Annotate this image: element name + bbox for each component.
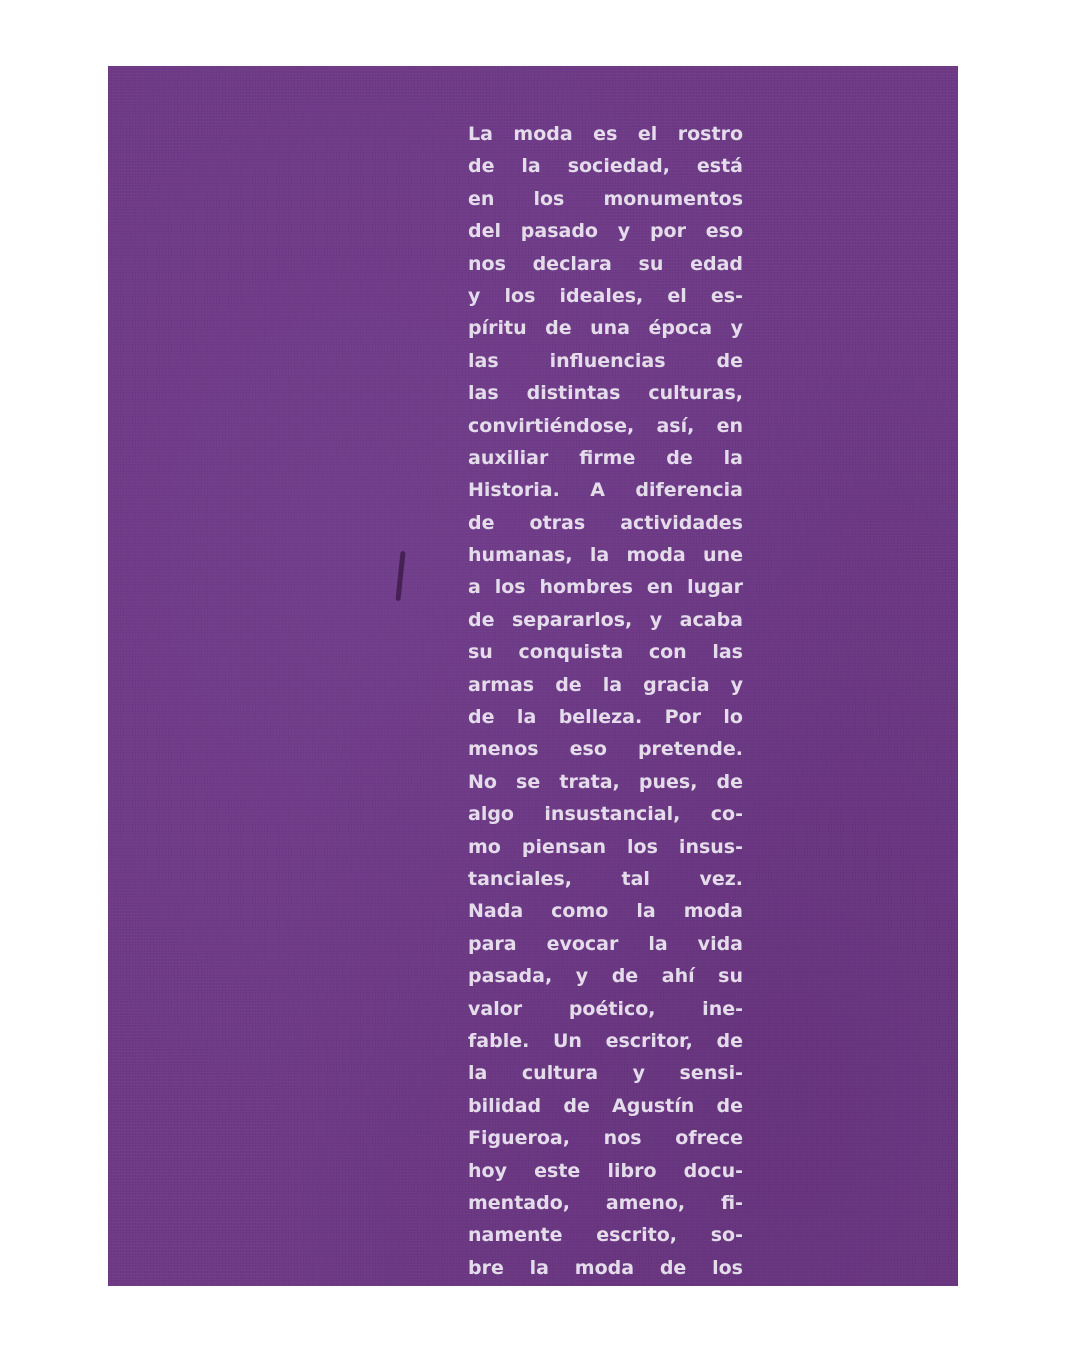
blurb-line: armas de la gracia y <box>468 673 743 696</box>
blurb-line: de otras actividades <box>468 511 743 534</box>
blurb-line: de la belleza. Por lo <box>468 706 743 729</box>
blurb-line: valor poético, ine- <box>468 997 743 1020</box>
blurb-line: Historia. A diferencia <box>468 479 743 502</box>
blurb-line: hoy este libro docu- <box>468 1159 743 1182</box>
blurb-line: La moda es el rostro <box>468 123 743 145</box>
blurb-line: namente escrito, so- <box>468 1224 743 1247</box>
blurb-line: algo insustancial, co- <box>468 803 743 826</box>
blurb-line: auxiliar firme de la <box>468 446 743 469</box>
blurb-line: nos declara su edad <box>468 252 743 275</box>
blurb-line: No se trata, pues, de <box>468 770 743 793</box>
blurb-line: la cultura y sensi- <box>468 1062 743 1085</box>
blurb-line: a los hombres en lugar <box>468 576 743 599</box>
blurb-line: del pasado y por eso <box>468 220 743 243</box>
blurb-line: las distintas culturas, <box>468 382 743 405</box>
cover-blemish <box>395 551 405 601</box>
blurb-text <box>468 118 743 1284</box>
blurb-line: pasada, y de ahí su <box>468 965 743 988</box>
blurb-line: y los ideales, el es- <box>468 284 743 307</box>
blurb-line: mentado, ameno, fi- <box>468 1191 743 1214</box>
blurb-line: bre la moda de los <box>468 1256 743 1279</box>
blurb-line: las influencias de <box>468 349 743 372</box>
blurb-line: Nada como la moda <box>468 900 743 923</box>
blurb-line: Figueroa, nos ofrece <box>468 1127 743 1150</box>
blurb-line: bilidad de Agustín de <box>468 1094 743 1117</box>
blurb-line: de separarlos, y acaba <box>468 608 743 631</box>
blurb-line: mo piensan los insus- <box>468 835 743 858</box>
blurb-line: humanas, la moda une <box>468 544 743 567</box>
blurb-line: convirtiéndose, así, en <box>468 414 743 437</box>
blurb-line: su conquista con las <box>468 641 743 664</box>
blurb-line: en los monumentos <box>468 187 743 210</box>
blurb-line: tanciales, tal vez. <box>468 867 743 890</box>
book-back-cover <box>108 66 958 1286</box>
blurb-line: píritu de una época y <box>468 317 743 340</box>
blurb-line: menos eso pretende. <box>468 738 743 761</box>
blurb-line: fable. Un escritor, de <box>468 1029 743 1052</box>
blurb-line: para evocar la vida <box>468 932 743 955</box>
blurb-line: de la sociedad, está <box>468 155 743 178</box>
